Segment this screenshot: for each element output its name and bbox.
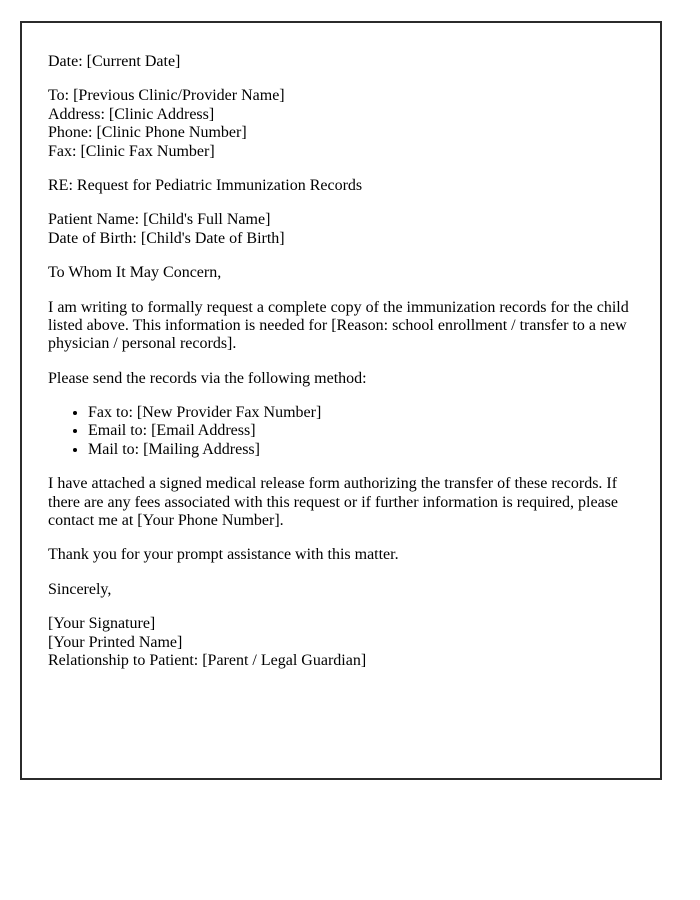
printed-name-line: [Your Printed Name] [48,633,183,651]
delivery-method-email: • Email to: [Email Address] [88,422,634,440]
recipient-to-line: To: [Previous Clinic/Provider Name] [48,87,285,105]
date-line: Date: [Current Date] [48,53,181,70]
thanks-paragraph: Thank you for your prompt assistance with this matter. [48,546,399,564]
relationship-line: Relationship to Patient: [Parent / Legal Guardian] [48,651,367,669]
patient-dob-line: Date of Birth: [Child's Date of Birth] [48,229,285,247]
request-paragraph: I am writing to formally request a complete copy of the immunization records for the child listed above. This information is needed for [Reason: school enrollment / transfer to a new physician / personal records]. [48,298,629,353]
delivery-method-list [48,404,634,459]
delivery-method-fax: • Fax to: [New Provider Fax Number] [88,404,634,422]
recipient-phone-line: Phone: [Clinic Phone Number] [48,124,247,142]
method-intro-paragraph: Please send the records via the following method: [48,369,367,387]
letter-page [20,21,662,780]
patient-name-line: Patient Name: [Child's Full Name] [48,211,271,229]
release-paragraph: I have attached a signed medical release form authorizing the transfer of these records. If there are any fees associated with this request or if further information is required, please contact me at [Your Phone Number]. [48,475,619,530]
recipient-fax-line: Fax: [Clinic Fax Number] [48,142,215,160]
subject-line: RE: Request for Pediatric Immunization Records [48,176,363,194]
signature-line: [Your Signature] [48,615,156,633]
closing: Sincerely, [48,580,112,598]
salutation: To Whom It May Concern, [48,264,222,282]
recipient-address-line: Address: [Clinic Address] [48,105,215,123]
delivery-method-mail: • Mail to: [Mailing Address] [88,441,634,459]
